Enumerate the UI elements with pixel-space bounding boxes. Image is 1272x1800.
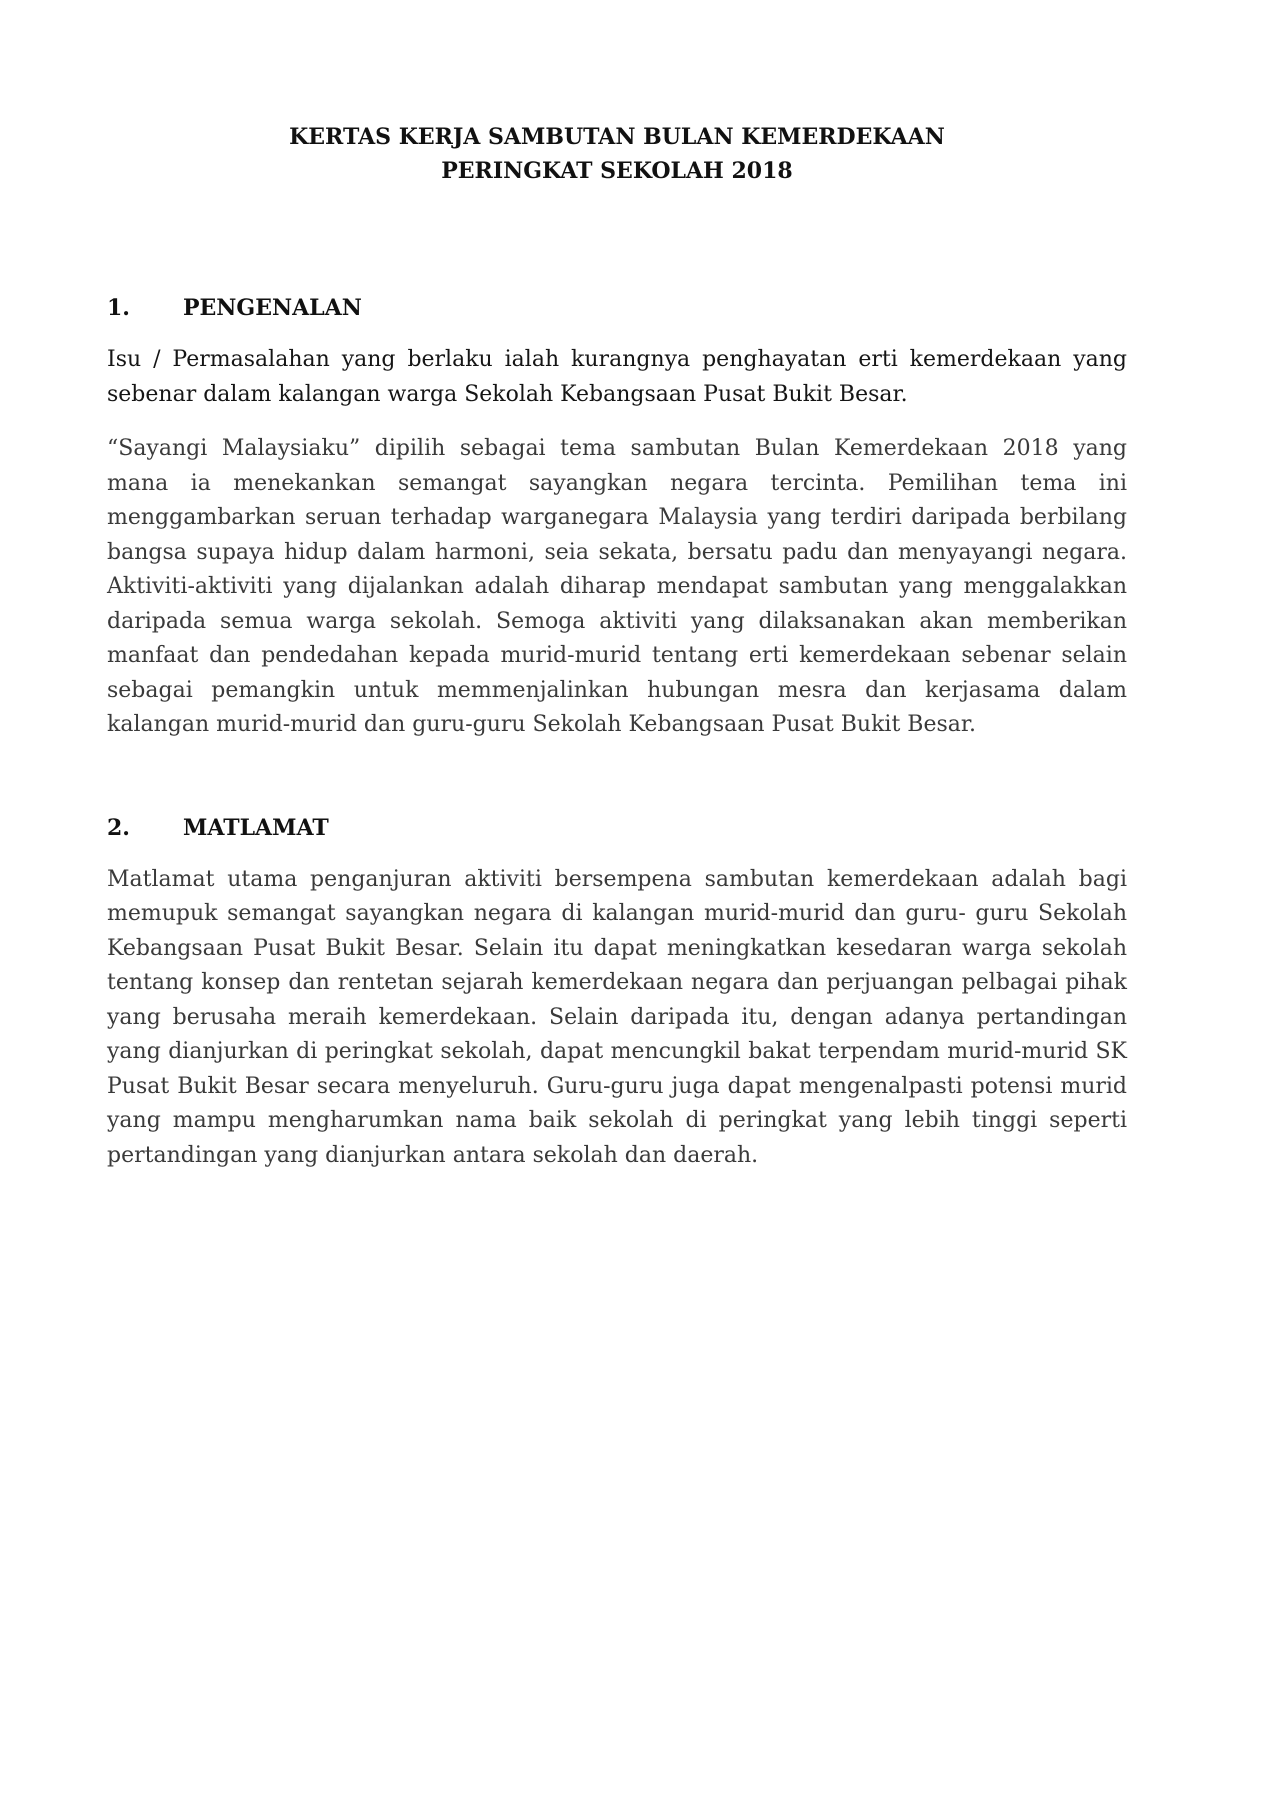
paragraph: Isu / Permasalahan yang berlaku ialah kurangnya penghayatan erti kemerdekaan yang sebenar dalam kalangan warga Sekolah Kebangsaan Pusat Bukit Besar. [107, 347, 1127, 407]
document-title [107, 120, 1127, 188]
section-number: 2. [107, 814, 130, 841]
paragraph: Matlamat utama penganjuran aktiviti bersempena sambutan kemerdekaan adalah bagi memupuk semangat sayangkan negara di kalangan murid-murid dan guru- guru Sekolah Kebangsaan Pusat Bukit Besar. Selain itu dapat meningkatkan kesedaran warga sekolah tentang konsep dan rentetan sejarah kemerdekaan negara dan perjuangan pelbagai pihak yang berusaha meraih kemerdekaan. Selain daripada itu, dengan adanya pertandingan yang dianjurkan di peringkat sekolah, dapat mencungkil bakat terpendam murid-murid SK Pusat Bukit Besar secara menyeluruh. Guru-guru juga dapat mengenalpasti potensi murid yang mampu mengharumkan nama baik sekolah di peringkat yang lebih tinggi seperti pertandingan yang dianjurkan antara sekolah dan daerah. [107, 866, 1127, 1168]
section-matlamat [107, 813, 1127, 1174]
section-number: 1. [107, 295, 130, 321]
section-heading [107, 293, 1127, 323]
title-line-2: PERINGKAT SEKOLAH 2018 [441, 158, 793, 184]
section-pengenalan [107, 293, 1127, 743]
section-heading [107, 813, 1127, 843]
document-page [107, 120, 1127, 1173]
paragraph: “Sayangi Malaysiaku” dipilih sebagai tema sambutan Bulan Kemerdekaan 2018 yang mana ia menekankan semangat sayangkan negara tercinta. Pemilihan tema ini menggambarkan seruan terhadap warganegara Malaysia yang terdiri daripada berbilang bangsa supaya hidup dalam harmoni, seia sekata, bersatu padu dan menyayangi negara. Aktiviti-aktiviti yang dijalankan adalah diharap mendapat sambutan yang menggalakkan daripada semua warga sekolah. Semoga aktiviti yang dilaksanakan akan memberikan manfaat dan pendedahan kepada murid-murid tentang erti kemerdekaan sebenar selain sebagai pemangkin untuk memmenjalinkan hubungan mesra dan kerjasama dalam kalangan murid-murid dan guru-guru Sekolah Kebangsaan Pusat Bukit Besar. [107, 436, 1127, 737]
title-line-1: KERTAS KERJA SAMBUTAN BULAN KEMERDEKAAN [289, 124, 945, 150]
section-title: PENGENALAN [183, 295, 362, 321]
section-title: MATLAMAT [183, 814, 329, 841]
